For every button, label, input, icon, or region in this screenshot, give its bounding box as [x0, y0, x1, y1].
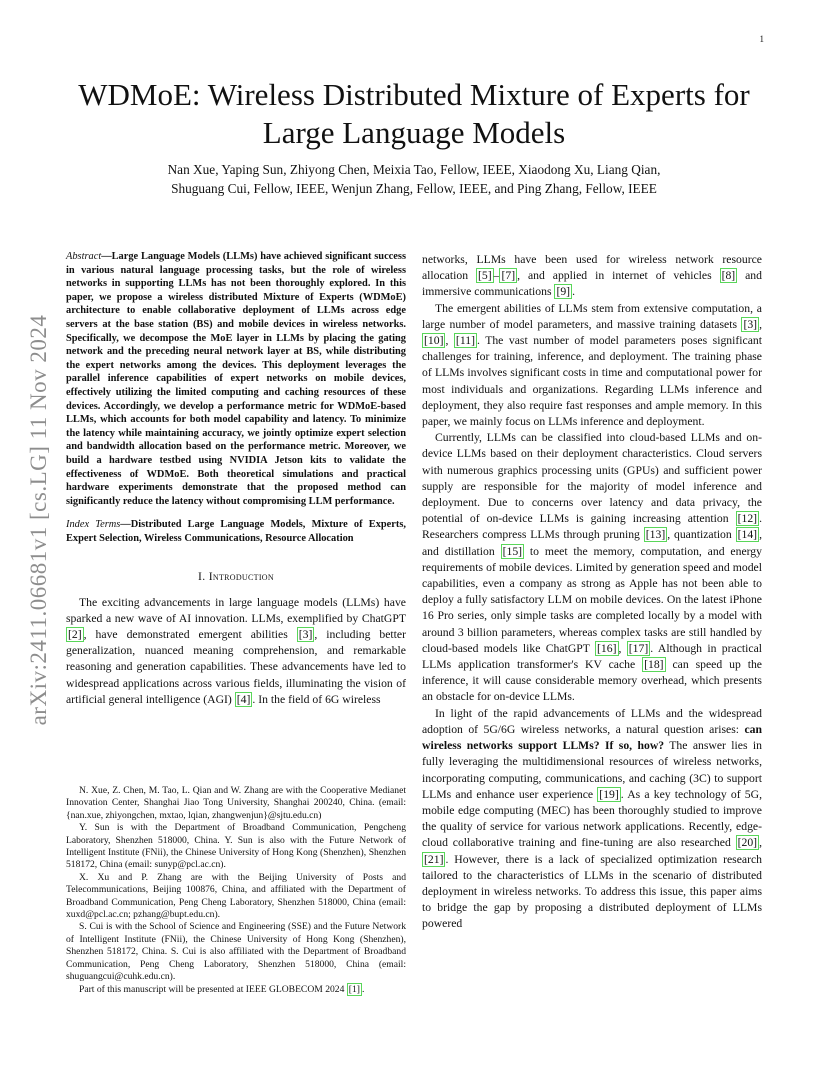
citation-link[interactable]: [14] — [737, 528, 758, 542]
footnote-affiliation-3: X. Xu and P. Zhang are with the Beijing University of Posts and Telecommunications, Beijing 100876, China, and affiliated with the Department of Broadband Communication, Peng Cheng Laboratory, Shenzhen 518000, China (email: xuxd@pcl.ac.cn; pzhang@bupt.edu.cn). — [66, 871, 406, 921]
footnote-affiliation-1: N. Xue, Z. Chen, M. Tao, L. Qian and W. Zhang are with the Cooperative Medianet Innovation Center, Shanghai Jiao Tong University, Shanghai 200240, China. (email: {nan.xue, zhiyongchen, mxtao, lqian, zhangwenjun}@sjtu.edu.cn) — [66, 785, 406, 821]
text-run: , — [759, 317, 762, 331]
text-run: . — [361, 983, 365, 995]
citation-link[interactable]: [4] — [236, 692, 251, 706]
page-number: 1 — [759, 34, 764, 44]
citation-link[interactable]: [20] — [737, 836, 758, 850]
section-numeral: I. — [198, 570, 209, 584]
text-run: , — [618, 641, 627, 655]
citation-link[interactable]: [3] — [743, 317, 758, 331]
citation-link[interactable]: [15] — [502, 544, 523, 558]
citation-link[interactable]: [9] — [556, 285, 571, 299]
footnote-affiliation-2: Y. Sun is with the Department of Broadband Communication, Pengcheng Laboratory, Shenzhen 518000, China. Y. Sun is also with the Future Network of Intelligent Institute (FNii), the Chinese University of Hong Kong (Shenzhen), Shenzhen 518172, China (email: sunyp@pcl.ac.cn). — [66, 822, 406, 871]
intro-paragraph-2 — [422, 301, 762, 431]
text-run: , have demonstrated emergent abilities — [83, 628, 297, 642]
citation-link[interactable]: [21] — [424, 852, 444, 866]
paper-title: WDMoE: Wireless Distributed Mixture of Experts for Large Language Models — [78, 77, 750, 150]
citation-link[interactable]: [12] — [737, 512, 758, 526]
text-run: . In the field of 6G wireless — [252, 692, 381, 706]
citation-link[interactable]: [8] — [721, 269, 736, 283]
text-run: Part of this manuscript will be presented at IEEE GLOBECOM 2024 — [79, 983, 347, 995]
text-run: and immersive communications — [422, 269, 762, 299]
author-line-2: Shuguang Cui, Fellow, IEEE, Wenjun Zhang, Fellow, IEEE, and Ping Zhang, Fellow, IEEE — [171, 181, 657, 196]
footnote-globecom — [66, 984, 406, 996]
text-run: , — [759, 836, 762, 850]
text-run: – — [493, 269, 500, 283]
text-run: . — [572, 285, 575, 299]
intro-paragraph-3 — [422, 430, 762, 705]
abstract-lead: Abstract — [66, 251, 102, 262]
text-run: The answer lies in fully leveraging the multidimensional resources of wireless networks, incorporating computing, communications, and caching (3C) to support LLMs and enhance user experience — [422, 739, 762, 801]
text-run: , quantization — [667, 528, 736, 542]
text-run: . Researchers compress LLMs through pruning — [422, 512, 762, 542]
index-terms — [66, 518, 406, 545]
citation-link[interactable]: [1] — [348, 983, 360, 995]
citation-link[interactable]: [5] — [478, 269, 492, 283]
text-run: Currently, LLMs can be classified into cloud-based LLMs and on-device LLMs based on their deployment characteristics. Cloud servers with numerous graphics processing units (GPUs) and sufficient power supply are responsible for the majority of model inference and deployment. Due to concerns over latency and data privacy, the potential of on-device LLMs is gaining increasing attention — [422, 431, 762, 526]
text-run: The exciting advancements in large language models (LLMs) have sparked a new wave of AI innovation. LLMs, exemplified by ChatGPT — [66, 595, 406, 625]
abstract-text: —Large Language Models (LLMs) have achieved significant success in various natural language processing tasks, but the role of wireless networks in supporting LLMs has not been thoroughly explored. In this paper, we propose a wireless distributed Mixture of Experts (WDMoE) architecture to enable collaborative deployment of LLMs across edge servers at the base station (BS) and mobile devices in wireless networks. Specifically, we decompose the MoE layer in LLMs by placing the gating network and the preceding neural network layer at BS, while distributing the expert networks among the devices. This deployment leverages the parallel inference capabilities of expert networks on mobile devices, effectively utilizing the limited computing and caching resources of these devices. Accordingly, we develop a performance metric for WDMoE-based LLMs, which accounts for both model capability and latency. To minimize the latency while maintaining accuracy, we jointly optimize expert selection and bandwidth allocation based on the performance metric. Moreover, we build a hardware testbed using NVIDIA Jetson kits to validate the effectiveness of WDMoE. Both theoretical simulations and practical hardware experiments demonstrate that the proposed method can significantly reduce the latency without compromising LLM performance. — [66, 251, 406, 507]
arxiv-sidebar-stamp — [28, 282, 50, 757]
arxiv-identifier: arXiv:2411.06681v1 [cs.LG] 11 Nov 2024 — [26, 314, 51, 725]
key-question: can wireless networks support LLMs? If so, how? — [422, 722, 762, 753]
abstract — [66, 250, 406, 508]
text-run: networks, LLMs have been used for wireless network resource allocation — [422, 253, 762, 283]
intro-paragraph-continued — [422, 252, 762, 301]
text-run: The emergent abilities of LLMs stem from extensive computation, a large number of model parameters, and massive training datasets — [422, 301, 762, 331]
section-heading-introduction — [66, 569, 406, 585]
right-column — [422, 252, 762, 933]
left-column — [66, 250, 406, 708]
text-run: can speed up the inference, it will cause considerable memory overhead, which presents an obstacle for on-device LLMs. — [422, 658, 762, 704]
intro-paragraph-4 — [422, 706, 762, 933]
text-run: to meet the memory, computation, and energy requirements of mobile devices. Limited by generation speed and model capabilities, even a company as strong as Apple has not been able to deploy a fully satisfactory LLM on mobile devices. On the latest iPhone 16 Pro series, only simple tasks are completed locally by a model with around 3 billion parameters, whereas complex tasks are still handled by cloud-based models like ChatGPT — [422, 544, 762, 655]
citation-link[interactable]: [2] — [68, 628, 82, 642]
text-run: , and applied in internet of vehicles — [517, 269, 720, 283]
text-run: . However, there is a lack of specialized optimization research tailored to the characteristics of LLMs in the scenario of distributed deployment in wireless networks. To address this issue, this paper aims to bridge the gap by proposing a distributed deployment of LLMs powered — [422, 852, 762, 931]
citation-link[interactable]: [10] — [424, 334, 444, 348]
citation-link[interactable]: [16] — [597, 641, 617, 655]
citation-link[interactable]: [11] — [455, 334, 475, 348]
author-line-1: Nan Xue, Yaping Sun, Zhiyong Chen, Meixia Tao, Fellow, IEEE, Xiaodong Xu, Liang Qian, — [167, 162, 661, 177]
text-run: , — [445, 334, 454, 348]
intro-paragraph-1 — [66, 595, 406, 708]
index-terms-text: —Distributed Large Language Models, Mixture of Experts, Expert Selection, Wireless Communications, Resource Allocation — [66, 519, 406, 544]
text-run: . The vast number of model parameters poses significant challenges for training, inference, and deployment. The training phase of LLMs involves significant costs in time and computational power for most individuals and organizations. Regarding LLMs inference and deployment, they also require fast responses and ample memory. In this paper, we mainly focus on LLMs inference and deployment. — [422, 334, 762, 429]
citation-link[interactable]: [3] — [298, 628, 313, 642]
text-run: . Although in practical LLMs application transformer's KV cache — [422, 641, 763, 672]
section-title: Introduction — [208, 570, 274, 584]
citation-link[interactable]: [17] — [628, 641, 649, 655]
footnote-affiliation-4: S. Cui is with the School of Science and Engineering (SSE) and the Future Network of Intelligent Institute (FNii), the Chinese University of Hong Kong (Shenzhen), Shenzhen 518172, China. S. Cui is also affiliated with the Department of Broadband Communication, Peng Cheng Laboratory, Shenzhen 518000, China (email: shuguangcui@cuhk.edu.cn). — [66, 921, 406, 983]
citation-link[interactable]: [19] — [599, 787, 619, 801]
author-list — [90, 160, 738, 198]
text-run: , and distillation — [422, 528, 762, 558]
text-run: . As a key technology of 5G, mobile edge computing (MEC) has been thoroughly studied to improve the quality of service for various network applications. Recently, edge-cloud collaborative training and fine-tuning are also researched — [422, 787, 762, 850]
footnotes — [66, 785, 406, 996]
text-run: In light of the rapid advancements of LLMs and the widespread adoption of 5G/6G wireless networks, a natural question arises: — [422, 706, 762, 736]
citation-link[interactable]: [13] — [645, 528, 666, 542]
index-terms-lead: Index Terms — [66, 519, 121, 531]
text-run: , including better generalization, nuanced meaning comprehension, and remarkable reasoning and generation capabilities. These advancements have led to widespread applications across various fields, illuminating the vision of artificial general intelligence (AGI) — [66, 628, 406, 706]
citation-link[interactable]: [18] — [644, 658, 664, 672]
citation-link[interactable]: [7] — [501, 269, 516, 283]
